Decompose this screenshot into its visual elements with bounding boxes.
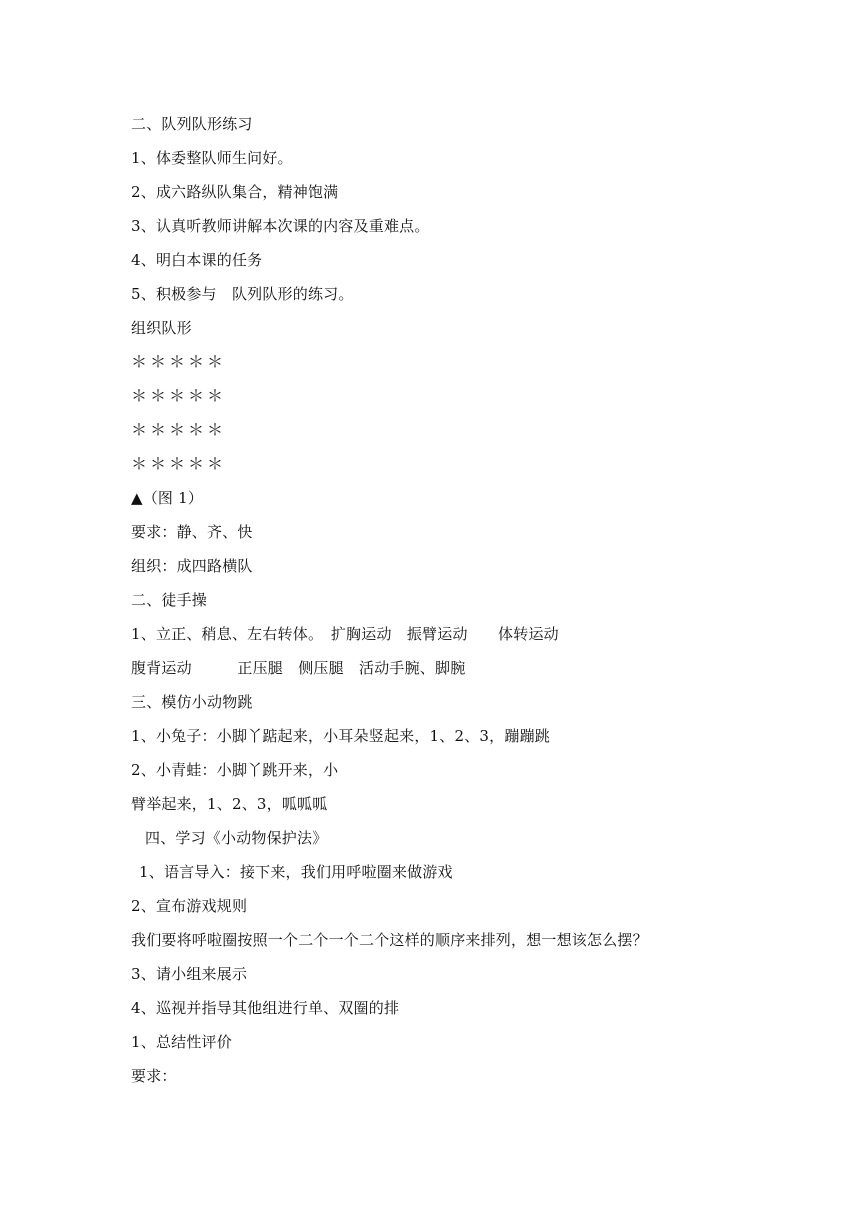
text-line: 1、小兔子：小脚丫踮起来，小耳朵竖起来，1、2、3，蹦蹦跳	[131, 727, 550, 745]
text-line: 组织队形	[131, 319, 192, 337]
text-line: 要求：静、齐、快	[131, 523, 253, 541]
text-line: 1、总结性评价	[131, 1033, 232, 1051]
text-line: 3、请小组来展示	[131, 965, 248, 983]
formation-star-row: ＊＊＊＊＊	[131, 386, 227, 405]
text-line: 5、积极参与 队列队形的练习。	[131, 285, 354, 303]
section-heading-formation-drill: 二、队列队形练习	[131, 115, 253, 133]
text-line: 1、体委整队师生问好。	[131, 149, 293, 167]
text-line: 4、明白本课的任务	[131, 251, 263, 269]
text-line: 臂举起来，1、2、3，呱呱呱	[131, 795, 328, 813]
text-line: 要求：	[131, 1067, 177, 1085]
text-line: 4、巡视并指导其他组进行单、双圈的排	[131, 999, 400, 1017]
text-line: 2、小青蛙：小脚丫跳开来，小	[131, 761, 339, 779]
text-line: 1、立正、稍息、左右转体。 扩胸运动 振臂运动 体转运动	[131, 625, 559, 643]
text-line: 我们要将呼啦圈按照一个二个一个二个这样的顺序来排列，想一想该怎么摆？	[131, 931, 648, 949]
text-line: 1、语言导入：接下来，我们用呼啦圈来做游戏	[139, 863, 453, 881]
formation-star-row: ＊＊＊＊＊	[131, 420, 227, 439]
formation-star-row: ＊＊＊＊＊	[131, 454, 227, 473]
text-line: 腹背运动 正压腿 侧压腿 活动手腕、脚腕	[131, 659, 466, 677]
text-line: 3、认真听教师讲解本次课的内容及重难点。	[131, 217, 430, 235]
figure-label: ▲（图 1）	[131, 489, 204, 507]
section-heading-animal-jump: 三、模仿小动物跳	[131, 693, 253, 711]
section-heading-animal-protection: 四、学习《小动物保护法》	[145, 829, 328, 847]
text-line: 组织：成四路横队	[131, 557, 253, 575]
text-line: 2、宣布游戏规则	[131, 897, 248, 915]
document-body	[131, 107, 731, 1093]
formation-star-row: ＊＊＊＊＊	[131, 352, 227, 371]
text-line: 2、成六路纵队集合，精神饱满	[131, 183, 339, 201]
section-heading-freehand-exercise: 二、徒手操	[131, 591, 208, 609]
